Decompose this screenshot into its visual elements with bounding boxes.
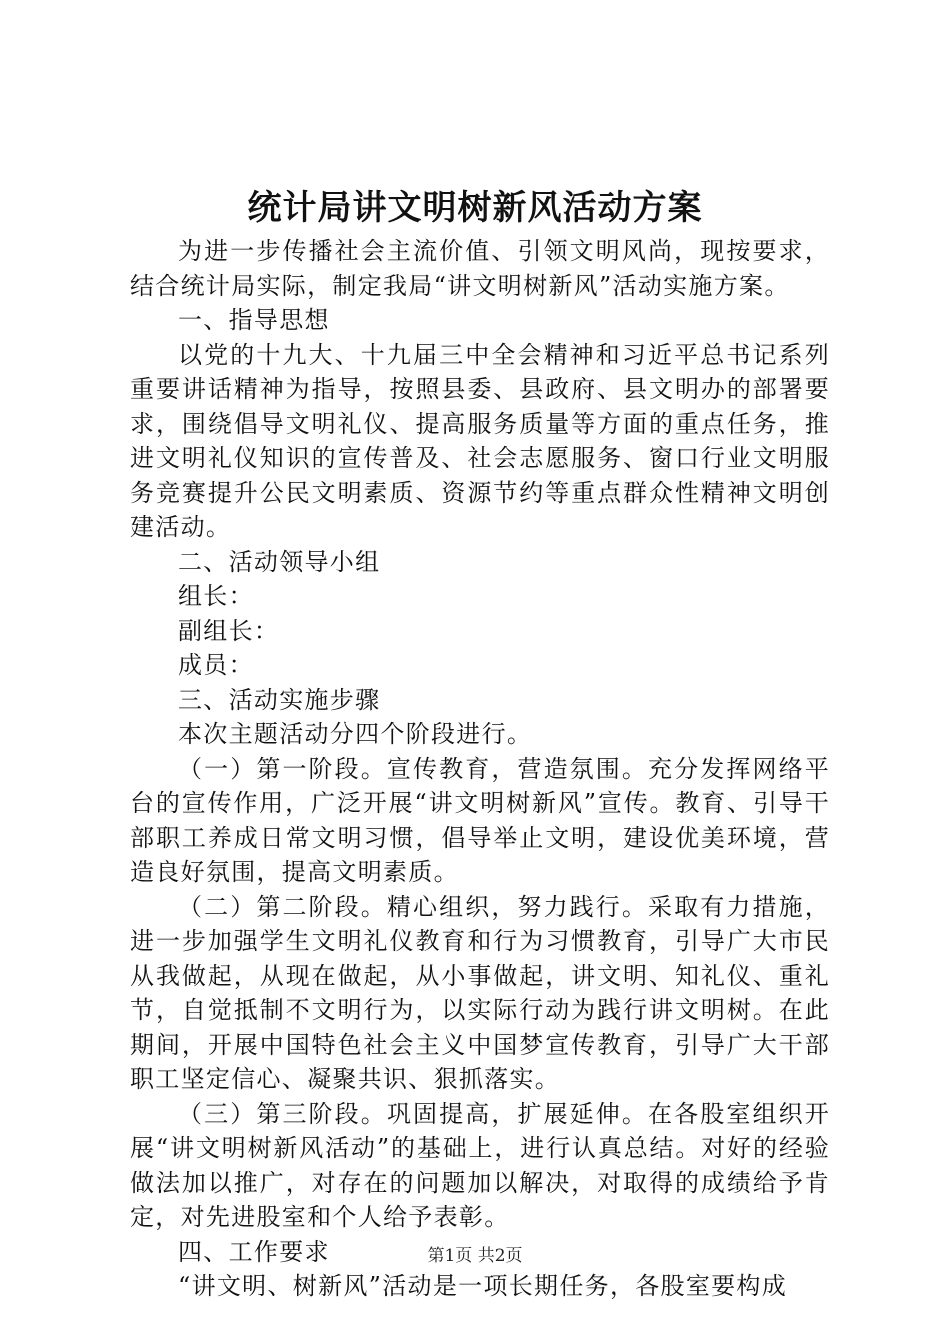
- paragraph-stage-one: （一）第一阶段。宣传教育，营造氛围。充分发挥网络平台的宣传作用，广泛开展“讲文明树新风”宣传。教育、引导干部职工养成日常文明习惯，倡导举止文明，建设优美环境，营造良好氛围，提高文明素质。: [130, 754, 830, 886]
- leadership-group-deputy-leader: 副组长：: [178, 616, 280, 645]
- leadership-group-leader: 组长：: [178, 582, 254, 610]
- document-body: [130, 234, 830, 1304]
- paragraph-stages-overview: 本次主题活动分四个阶段进行。: [178, 720, 533, 748]
- paragraph-stage-two: （二）第二阶段。精心组织，努力践行。采取有力措施，进一步加强学生文明礼仪教育和行为习惯教育，引导广大市民从我做起，从现在做起，从小事做起，讲文明、知礼仪、重礼节，自觉抵制不文明行为，以实际行动为践行讲文明树。在此期间，开展中国特色社会主义中国梦宣传教育，引导广大干部职工坚定信心、凝聚共识、狠抓落实。: [130, 892, 830, 1093]
- page-footer: 第1页 共2页: [427, 1246, 523, 1266]
- paragraph-intro: 为进一步传播社会主流价值、引领文明风尚，现按要求，结合统计局实际，制定我局“讲文明树新风”活动实施方案。: [130, 237, 830, 300]
- paragraph-stage-three: （三）第三阶段。巩固提高，扩展延伸。在各股室组织开展“讲文明树新风活动”的基础上，进行认真总结。对好的经验做法加以推广，对存在的问题加以解决，对取得的成绩给予肯定，对先进股室和个人给予表彰。: [130, 1099, 830, 1231]
- section-heading-guiding-ideology: 一、指导思想: [178, 306, 330, 334]
- leadership-group-members: 成员：: [178, 651, 254, 679]
- paragraph-work-requirements: “讲文明、树新风”活动是一项长期任务，各股室要构成: [178, 1272, 788, 1300]
- document-title: 统计局讲文明树新风活动方案: [247, 188, 703, 228]
- section-heading-work-requirements: 四、工作要求: [178, 1237, 330, 1266]
- section-heading-leadership-group: 二、活动领导小组: [178, 547, 381, 576]
- section-heading-implementation-steps: 三、活动实施步骤: [178, 685, 381, 714]
- paragraph-guiding-ideology: 以党的十九大、十九届三中全会精神和习近平总书记系列重要讲话精神为指导，按照县委、县政府、县文明办的部署要求，围绕倡导文明礼仪、提高服务质量等方面的重点任务，推进文明礼仪知识的宣传普及、社会志愿服务、窗口行业文明服务竞赛提升公民文明素质、资源节约等重点群众性精神文明创建活动。: [130, 340, 830, 541]
